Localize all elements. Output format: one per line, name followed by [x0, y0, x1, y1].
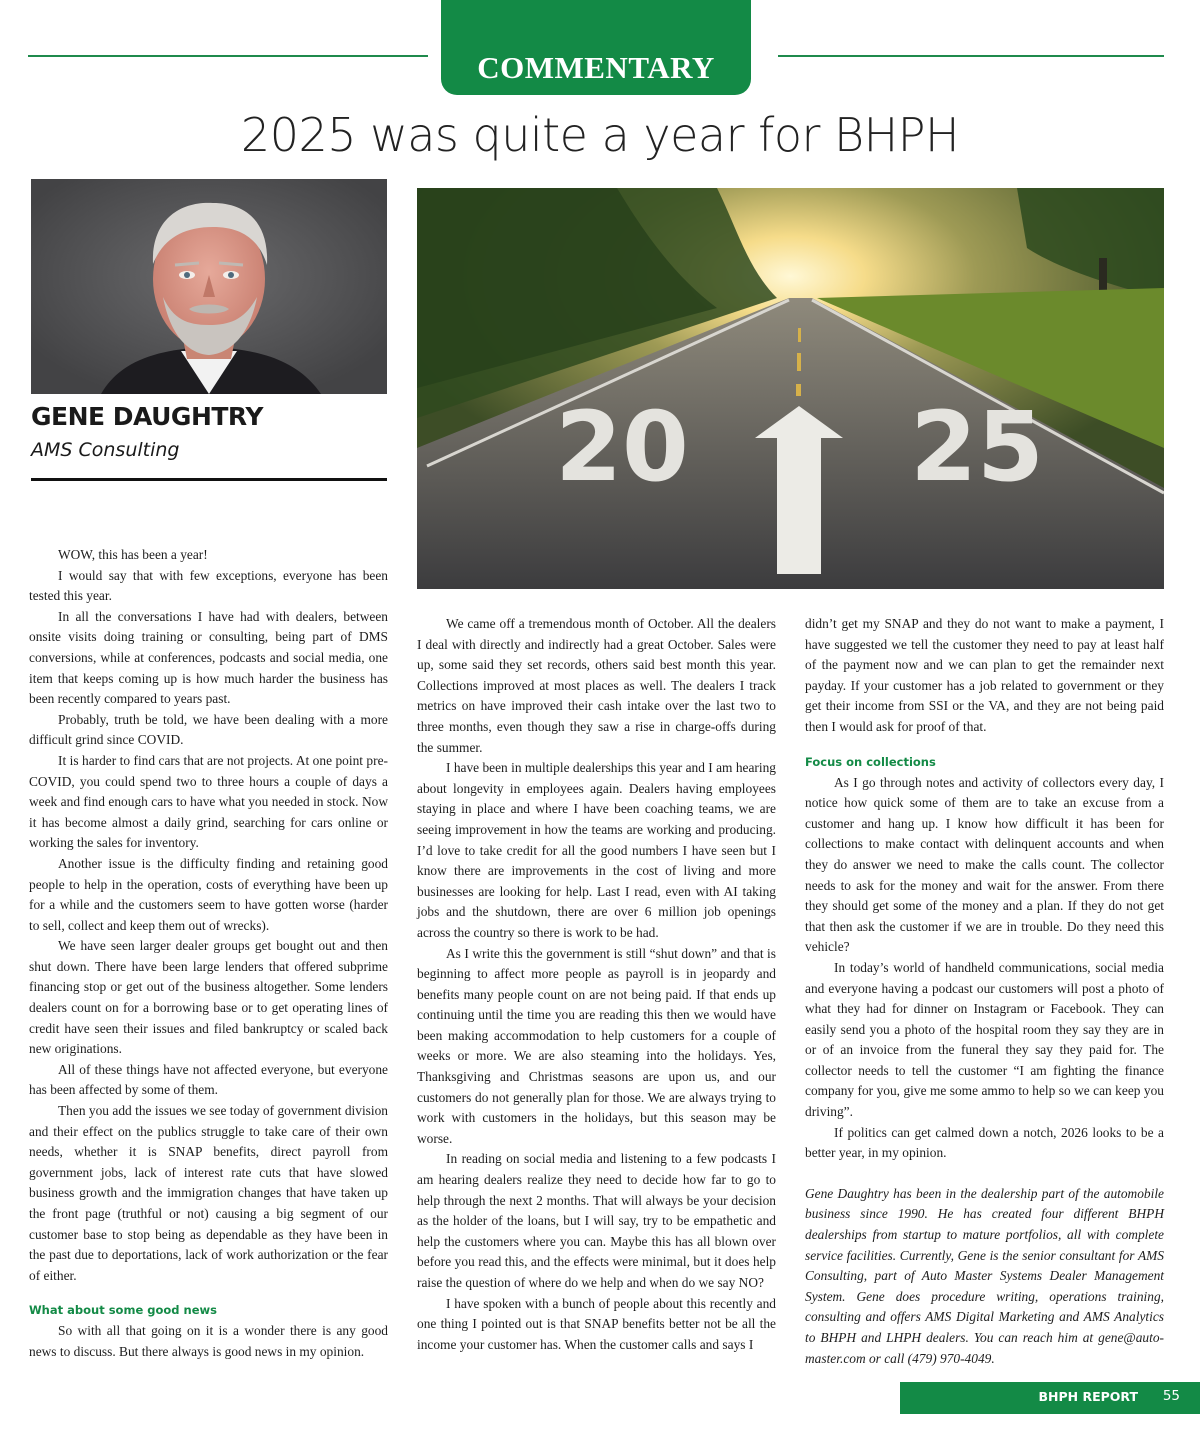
author-bio: Gene Daughtry has been in the dealership part of the automobile business since 1990. He has created four different BHPH dealerships from startup to mature portfolios, all with complete service facilities. Currently, Gene is the senior consultant for AMS Consulting, part of Auto Master Systems Dealer Management System. Gene does procedure writing, operations training, consulting and offers AMS Digital Marketing and AMS Analytics to BHPH and LHPH dealers. You can reach him at gene@auto-master.com or call (479) 970-4049.	[805, 1185, 1164, 1366]
author-name: GENE DAUGHTRY	[31, 402, 263, 431]
paragraph: In today’s world of handheld communications, social media and everyone having a podcast our customers will post a photo of what they had for dinner on Instagram or Facebook. They can easily send you a photo of the hospital room they say they are in or of an invoice from the funeral they say they paid for. The collector needs to tell the customer “I am fighting the finance company for you, give me some ammo to help so we can keep you driving”.	[805, 959, 1164, 1120]
headline: 2025 was quite a year for BHPH	[240, 108, 960, 162]
article-column-3	[805, 614, 1164, 1369]
subheading-good-news: What about some good news	[29, 1303, 217, 1318]
paragraph: We came off a tremendous month of October. All the dealers I deal with directly and indirectly had a great October. Sales were up, some said they set records, others said best month this year. Collections improved at most places as well. The dealers I track metrics on have improved their cash intake over the last two to three months, even though they saw a rise in charge-offs during the summer.	[417, 616, 776, 755]
portrait-illustration	[31, 179, 387, 394]
author-rule	[31, 478, 387, 481]
paragraph: Probably, truth be told, we have been dealing with a more difficult grind since COVID.	[29, 711, 388, 748]
article-column-1	[29, 545, 388, 1363]
road-illustration	[417, 188, 1164, 589]
paragraph: In all the conversations I have had with dealers, between onsite visits doing training or consulting, being part of DMS conversions, while at conferences, podcasts and social media, one item that keeps coming up is how much harder the business has been recently compared to years past.	[29, 608, 388, 707]
paragraph: Then you add the issues we see today of government division and their effect on the publics struggle to take care of their own needs, whether it is SNAP benefits, direct payroll from government jobs, lack of interest rate cuts that have slowed business growth and the immigration changes that have taken up the front page (truthful or not) causing a big segment of our customer base to stop being as dependable as they have been in the past due to deportations, lack of work authorization or the fear of either.	[29, 1103, 388, 1283]
publication-name: BHPH REPORT	[1038, 1389, 1138, 1404]
paragraph: I have spoken with a bunch of people about this recently and one thing I pointed out is that SNAP benefits better not be all the income your customer has. When the customer calls and says I	[417, 1295, 776, 1352]
paragraph: As I go through notes and activity of collectors every day, I notice how quick some of them are to take an excuse from a customer and hang up. I know how difficult it has been for collections to make contact with delinquent accounts and when they do answer we need to make the calls count. The collector needs to ask for the money and wait for the answer. From there they should get some of the money and a plan. If they do not get that then ask the customer if we are in trouble. Do they need this vehicle?	[805, 774, 1164, 955]
author-company: AMS Consulting	[31, 439, 180, 461]
article-column-2	[417, 614, 776, 1355]
paragraph: I have been in multiple dealerships this year and I am hearing about longevity in employees again. Dealers having employees staying in place and where I have been coaching teams, we are seeing improvement in how the teams are working and producing. I’d love to take credit for all the good numbers I have seen but I know there are improvements in the cost of living and more businesses are looking for help. Last I read, even with AI taking jobs and the shutdown, there are over 6 million job openings across the country so there is work to be had.	[417, 760, 776, 940]
paragraph: Another issue is the difficulty finding and retaining good people to help in the operation, costs of everything have been up for a while and the customers seem to have gotten worse (harder to sell, collect and keep them out of wrecks).	[29, 855, 388, 933]
header-rule-right	[778, 55, 1164, 57]
paragraph: If politics can get calmed down a notch, 2026 looks to be a better year, in my opinion.	[805, 1124, 1164, 1161]
section-label: COMMENTARY	[477, 50, 715, 85]
road-2025-photo	[417, 188, 1164, 589]
road-number-right: 25	[910, 391, 1044, 503]
subheading-collections: Focus on collections	[805, 754, 936, 769]
paragraph: We have seen larger dealer groups get bought out and then shut down. There have been large lenders that offered subprime financing stop or get out of the business altogether. Some lenders dealers count on for a borrowing base or to get operating lines of credit have seen their issues and filed bankruptcy or scaled back new originations.	[29, 938, 388, 1057]
section-tab	[441, 0, 751, 95]
paragraph: WOW, this has been a year!	[58, 547, 208, 562]
author-headshot	[31, 179, 387, 394]
paragraph: So with all that going on it is a wonder there is any good news to discuss. But there always is good news in my opinion.	[29, 1323, 388, 1359]
paragraph: I would say that with few exceptions, everyone has been tested this year.	[29, 567, 388, 604]
road-number-left: 20	[555, 391, 689, 503]
footer-bar	[900, 1382, 1200, 1414]
header-rule-left	[28, 55, 428, 57]
paragraph: All of these things have not affected everyone, but everyone has been affected by some of them.	[29, 1061, 388, 1098]
paragraph: didn’t get my SNAP and they do not want to make a payment, I have suggested we tell the customer they need to pay at least half of the payment now and we can plan to get the remainder next payday. If your customer has a job related to government or they get their income from SSI or the VA, and they are not being paid then I would ask for proof of that.	[805, 616, 1164, 734]
page-number: 55	[1162, 1388, 1180, 1404]
paragraph: It is harder to find cars that are not projects. At one point pre-COVID, you could spend two to three hours a couple of days a week and find enough cars to have what you needed in stock. Now it has become almost a daily grind, searching for cars online or working the sales for inventory.	[29, 752, 388, 851]
paragraph: In reading on social media and listening to a few podcasts I am hearing dealers realize they need to decide how far to go to help through the next 2 months. That will always be your decision as the holder of the loans, but I will say, try to be empathetic and help the customers where you can. Maybe this has all blown over before you read this, and the effects were minimal, but it does help raise the question of where do we help and when do we say NO?	[417, 1151, 776, 1290]
paragraph: As I write this the government is still “shut down” and that is beginning to affect more people as payroll is in jeopardy and benefits many people count on are not being paid. If that ends up continuing until the time you are reading this then we would have been making accommodation to help customers for a couple of weeks or more. We are also steaming into the holidays. Yes, Thanksgiving and Christmas seasons are upon us, and our customers do not generally plan for those. We are always trying to work with customers in the holidays, but this season may be worse.	[417, 945, 776, 1146]
